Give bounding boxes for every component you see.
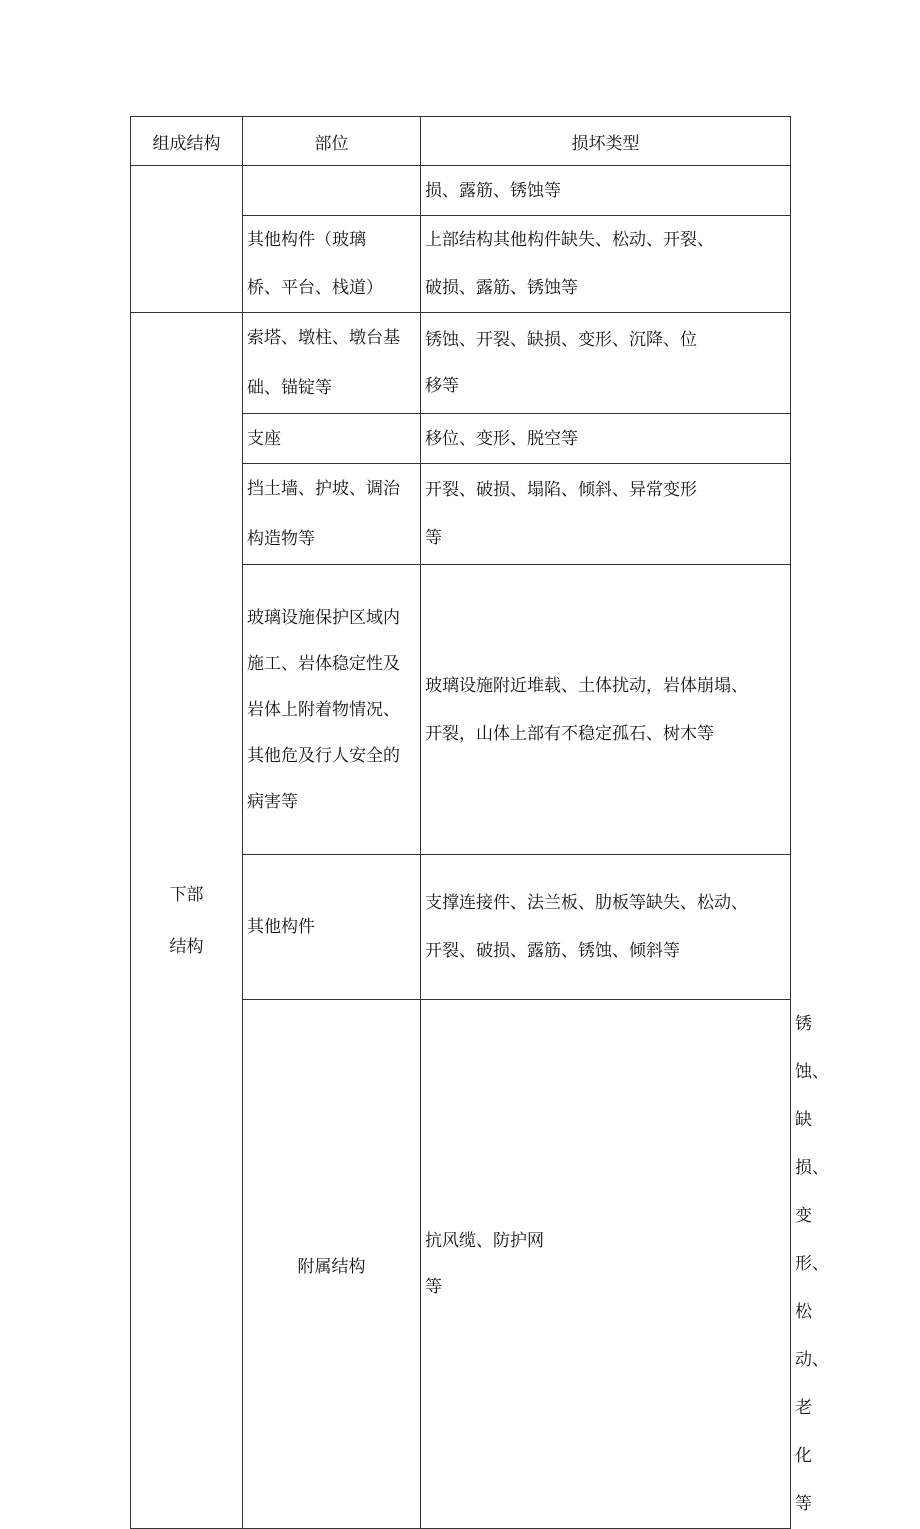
damage-line: 支撑连接件、法兰板、肋板等缺失、松动、	[425, 893, 748, 913]
part-cell	[243, 855, 421, 1000]
damage-line: 开裂、破损、塌陷、倾斜、异常变形	[425, 480, 697, 500]
part-line: 其他构件	[247, 917, 315, 937]
part-cell	[243, 565, 421, 855]
part-line: 施工、岩体稳定性及	[247, 653, 400, 674]
part-line: 抗风缆、防护网	[425, 1231, 544, 1251]
composition-cell-upper-continued	[131, 166, 243, 313]
part-cell	[243, 166, 421, 216]
composition-cell-auxiliary-structure: 附属结构	[243, 1000, 421, 1529]
table-row	[131, 166, 791, 216]
composition-line: 结构	[169, 936, 204, 957]
damage-line: 移等	[425, 376, 459, 396]
part-line: 挡土墙、护坡、调治	[247, 479, 400, 499]
part-line: 岩体上附着物情况、	[247, 699, 400, 720]
part-cell	[243, 464, 421, 565]
damage-cell	[421, 464, 791, 565]
damage-line: 锈蚀、开裂、缺损、变形、沉降、位	[425, 330, 697, 350]
damage-cell	[421, 216, 791, 313]
part-line: 等	[425, 1277, 442, 1297]
part-line: 玻璃设施保护区域内	[247, 607, 400, 628]
table-row: 附属结构 抗风缆、防护网 等 锈蚀、缺损、变形、松动、老化等	[131, 1000, 791, 1529]
damage-line: 开裂、破损、露筋、锈蚀、倾斜等	[425, 941, 680, 961]
part-line: 其他构件（玻璃	[247, 230, 366, 250]
composition-cell-lower-structure	[131, 313, 243, 1529]
part-cell	[243, 216, 421, 313]
header-damage-type: 损坏类型	[421, 117, 791, 166]
part-line: 构造物等	[247, 529, 315, 549]
part-line: 础、锚锭等	[247, 378, 332, 398]
damage-line: 破损、露筋、锈蚀等	[425, 278, 578, 298]
damage-type-table	[130, 116, 829, 1529]
damage-line: 上部结构其他构件缺失、松动、开裂、	[425, 230, 714, 250]
table-header-row	[131, 117, 791, 166]
damage-cell	[421, 313, 791, 414]
damage-line: 移位、变形、脱空等	[425, 428, 578, 449]
part-cell	[421, 1000, 791, 1529]
part-line: 索塔、墩柱、墩台基	[247, 328, 400, 348]
damage-cell	[421, 565, 791, 855]
damage-line: 等	[425, 528, 442, 548]
damage-line: 玻璃设施附近堆载、土体扰动，岩体崩塌、	[425, 675, 748, 696]
part-line: 支座	[247, 428, 281, 449]
header-composition: 组成结构	[131, 117, 243, 166]
damage-line: 开裂，山体上部有不稳定孤石、树木等	[425, 723, 714, 744]
composition-line: 下部	[169, 884, 204, 905]
part-line: 桥、平台、栈道）	[247, 278, 383, 298]
part-cell	[243, 313, 421, 414]
part-cell	[243, 414, 421, 464]
damage-line: 损、露筋、锈蚀等	[425, 180, 561, 201]
table-row	[131, 313, 791, 414]
header-part: 部位	[243, 117, 421, 166]
part-line: 病害等	[247, 791, 298, 812]
damage-cell	[421, 855, 791, 1000]
damage-cell	[421, 166, 791, 216]
damage-cell	[421, 414, 791, 464]
part-line: 其他危及行人安全的	[247, 745, 400, 766]
